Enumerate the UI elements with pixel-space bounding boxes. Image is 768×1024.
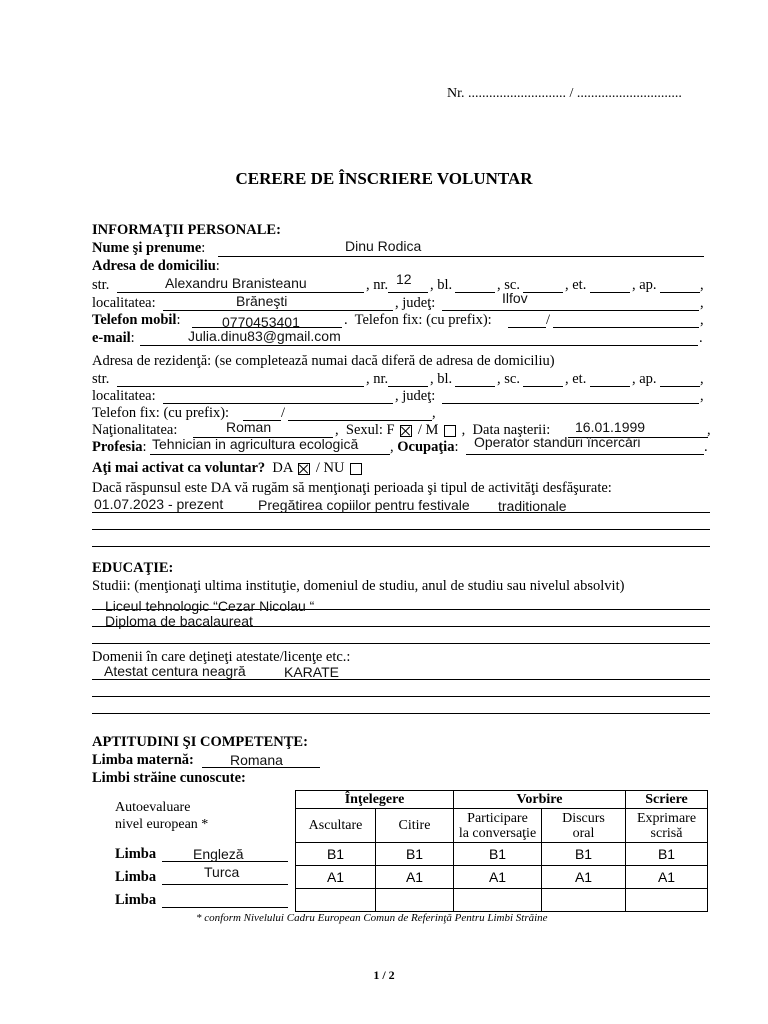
judet-underline: [442, 310, 699, 311]
level-cell[interactable]: B1: [376, 843, 454, 866]
voluntar-da-checkbox[interactable]: [298, 463, 310, 475]
name-label-row: Nume şi prenume:: [92, 240, 206, 256]
level-cell[interactable]: [296, 889, 376, 912]
limba-2-name[interactable]: Turca: [204, 864, 240, 880]
table-row: [296, 866, 708, 889]
atestat-value[interactable]: Atestat centura neagră: [104, 663, 246, 679]
level-cell[interactable]: [376, 889, 454, 912]
level-cell[interactable]: [454, 889, 542, 912]
level-cell[interactable]: A1: [296, 866, 376, 889]
header-ascultare: Ascultare: [296, 809, 376, 843]
telefon-fix-label: . Telefon fix: (cu prefix):: [344, 312, 492, 328]
ocupatia-label-row: , Ocupaţia:: [390, 439, 459, 455]
level-cell[interactable]: [542, 889, 626, 912]
judet-value[interactable]: Ilfov: [502, 290, 528, 306]
voluntar-question-row: Aţi mai activat ca voluntar? DA / NU: [92, 460, 364, 477]
bl-label: , bl.: [430, 277, 453, 293]
table-row: [296, 889, 708, 912]
limbi-straine-label: Limbi străine cunoscute:: [92, 770, 246, 786]
domenii-label: Domenii în care deţineţi atestate/licenţe etc.:: [92, 649, 351, 665]
profesia-label-row: Profesia:: [92, 439, 147, 455]
educatie-section-title: EDUCAŢIE:: [92, 560, 174, 576]
limba-materna-value[interactable]: Romana: [230, 752, 283, 768]
sex-m-checkbox[interactable]: [444, 425, 456, 437]
email-value[interactable]: Julia.dinu83@gmail.com: [188, 328, 341, 344]
name-label: Nume şi prenume: [92, 240, 202, 256]
sc-label: , sc.: [497, 277, 520, 293]
page-number: 1 / 2: [373, 968, 395, 982]
header-vorbire: Vorbire: [454, 791, 626, 809]
limba-label-1: Limba: [115, 846, 157, 862]
nr-value[interactable]: 12: [396, 271, 412, 287]
level-cell[interactable]: B1: [454, 843, 542, 866]
header-intelegere: Înţelegere: [296, 791, 454, 809]
nr-label: , nr.: [366, 277, 389, 293]
sex-row: , Sexul: F / M , Data naşterii:: [335, 422, 551, 438]
header-scriere: Scriere: [626, 791, 708, 809]
telefon-mobil-value[interactable]: 0770453401: [222, 314, 300, 330]
sex-f-checkbox[interactable]: [400, 425, 412, 437]
str-label: str.: [92, 277, 110, 293]
registration-number: Nr. ............................ / ..............................: [447, 86, 682, 101]
level-cell[interactable]: B1: [626, 843, 708, 866]
footnote: * conform Nivelului Cadru European Comun de Referinţă Pentru Limbi Străine: [196, 912, 548, 924]
email-label-row: e-mail:: [92, 330, 135, 346]
bl-underline: [455, 292, 495, 293]
level-cell[interactable]: A1: [376, 866, 454, 889]
localitatea-underline: [163, 310, 393, 311]
voluntar-activitate[interactable]: Pregătirea copiilor pentru festivale: [258, 497, 470, 513]
et-label: , et.: [565, 277, 587, 293]
name-underline: [218, 256, 704, 257]
level-cell[interactable]: A1: [542, 866, 626, 889]
et-underline: [590, 292, 630, 293]
ocupatia-value[interactable]: Operator standuri încercări: [474, 434, 641, 450]
voluntar-activitate-2[interactable]: traditionale: [498, 498, 567, 514]
level-cell[interactable]: A1: [454, 866, 542, 889]
autoevaluare-label-1: Autoevaluare: [115, 800, 191, 815]
header-participare: Participare la conversaţie: [454, 809, 542, 843]
ap-underline: [660, 292, 700, 293]
studii-label: Studii: (menţionaţi ultima instituţie, domeniul de studiu, anul de studiu sau nivelul absolvit): [92, 578, 625, 594]
header-discurs: Discurs oral: [542, 809, 626, 843]
header-citire: Citire: [376, 809, 454, 843]
nationalitate-label: Naţionalitatea:: [92, 422, 178, 438]
sc-underline: [523, 292, 563, 293]
domiciliu-label-row: Adresa de domiciliu:: [92, 258, 220, 274]
email-underline: [140, 345, 698, 346]
level-cell[interactable]: B1: [296, 843, 376, 866]
voluntar-nu-checkbox[interactable]: [350, 463, 362, 475]
autoevaluare-label-2: nivel european *: [115, 817, 209, 832]
localitatea-value[interactable]: Brăneşti: [236, 293, 288, 309]
nr-underline: [388, 292, 428, 293]
ap-label: , ap.: [632, 277, 657, 293]
rezidenta-telefon-fix-label: Telefon fix: (cu prefix):: [92, 405, 230, 421]
studii-line-2[interactable]: Diploma de bacalaureat: [105, 613, 253, 629]
table-row: [296, 843, 708, 866]
personal-section-title: INFORMAŢII PERSONALE:: [92, 222, 281, 238]
nationalitate-value[interactable]: Roman: [226, 419, 272, 435]
profesia-value[interactable]: Tehnician in agricultura ecologică: [152, 436, 359, 452]
rezidenta-str-label: str.: [92, 371, 110, 387]
aptitudini-section-title: APTITUDINI ŞI COMPETENŢE:: [92, 734, 308, 750]
limba-1-name[interactable]: Engleză: [193, 846, 244, 862]
language-skills-table: [295, 790, 708, 912]
limba-materna-label: Limba maternă:: [92, 752, 194, 768]
level-cell[interactable]: [626, 889, 708, 912]
rezidenta-label: Adresa de rezidenţă: (se completează numai dacă diferă de adresa de domiciliu): [92, 353, 555, 369]
localitatea-label: localitatea:: [92, 295, 156, 311]
data-nasterii-value[interactable]: 16.01.1999: [575, 419, 646, 435]
header-exprimare: Exprimare scrisă: [626, 809, 708, 843]
limba-label-3: Limba: [115, 892, 157, 908]
atestat-value-2[interactable]: KARATE: [284, 664, 339, 680]
voluntar-details-label: Dacă răspunsul este DA vă rugăm să menţionaţi perioada şi tipul de activităţi desfăşurate:: [92, 480, 612, 496]
name-value[interactable]: Dinu Rodica: [345, 238, 422, 254]
page-title: CERERE DE ÎNSCRIERE VOLUNTAR: [235, 169, 533, 188]
voluntar-perioada[interactable]: 01.07.2023 - prezent: [94, 496, 224, 512]
limba-label-2: Limba: [115, 869, 157, 885]
str-value[interactable]: Alexandru Branisteanu: [165, 275, 307, 291]
domiciliu-label: Adresa de domiciliu: [92, 258, 216, 274]
telefon-mobil-label-row: Telefon mobil:: [92, 312, 181, 328]
level-cell[interactable]: B1: [542, 843, 626, 866]
judet-label: , judeţ:: [395, 295, 436, 311]
level-cell[interactable]: A1: [626, 866, 708, 889]
studii-line-1[interactable]: Liceul tehnologic “Cezar Nicolau “: [105, 598, 315, 614]
rezidenta-localitatea-label: localitatea:: [92, 388, 156, 404]
